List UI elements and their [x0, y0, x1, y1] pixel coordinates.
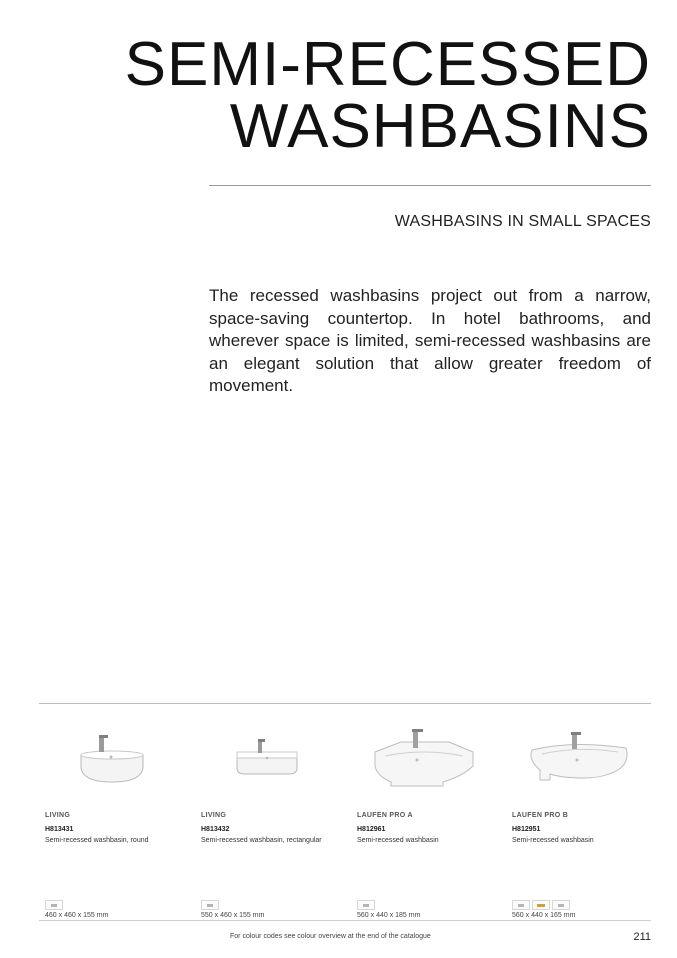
product-dimensions: 460 x 460 x 155 mm — [45, 912, 109, 919]
colour-swatch-white — [357, 900, 375, 910]
product-image — [357, 718, 507, 798]
product-dimensions: 560 x 440 x 185 mm — [357, 912, 421, 919]
product-description: Semi-recessed washbasin, round — [45, 837, 149, 844]
product-code: H812951 — [512, 826, 541, 833]
colour-swatches — [45, 900, 63, 910]
product-dimensions: 550 x 460 x 155 mm — [201, 912, 265, 919]
product-description: Semi-recessed washbasin, rectangular — [201, 837, 322, 844]
product-card[interactable] — [357, 718, 507, 919]
product-code: H813431 — [45, 826, 74, 833]
colour-swatch-accessory — [532, 900, 550, 910]
section-subtitle: WASHBASINS IN SMALL SPACES — [394, 213, 651, 230]
title-line-2: WASHBASINS — [229, 92, 651, 161]
colour-swatch-white — [512, 900, 530, 910]
product-card[interactable] — [45, 718, 195, 919]
product-dimensions: 560 x 440 x 165 mm — [512, 912, 576, 919]
products-divider — [39, 703, 651, 704]
product-image — [45, 718, 195, 798]
product-series: LIVING — [45, 812, 71, 819]
colour-swatch-white — [552, 900, 570, 910]
product-code: H813432 — [201, 826, 230, 833]
title-line-1: SEMI-RECESSED — [124, 30, 651, 99]
product-card[interactable] — [201, 718, 351, 919]
product-card[interactable] — [512, 718, 662, 919]
colour-swatches — [512, 900, 570, 910]
product-description: Semi-recessed washbasin — [357, 837, 439, 844]
header-divider — [209, 185, 651, 186]
footer-note: For colour codes see colour overview at the end of the catalogue — [230, 933, 431, 940]
product-series: LAUFEN PRO A — [357, 812, 413, 819]
product-series: LAUFEN PRO B — [512, 812, 569, 819]
product-series: LIVING — [201, 812, 227, 819]
colour-swatch-white — [201, 900, 219, 910]
page-number: 211 — [633, 931, 651, 943]
page-title — [124, 30, 651, 161]
product-image — [201, 718, 351, 798]
footer-divider — [39, 920, 651, 921]
intro-paragraph: The recessed washbasins project out from a narrow, space-saving countertop. In hotel bathrooms, and wherever space is limited, semi-recessed washbasins are an elegant solution that allow greater freedom of movement. — [209, 286, 651, 395]
product-code: H812961 — [357, 826, 386, 833]
colour-swatch-white — [45, 900, 63, 910]
product-image — [512, 718, 662, 798]
product-description: Semi-recessed washbasin — [512, 837, 594, 844]
colour-swatches — [201, 900, 219, 910]
colour-swatches — [357, 900, 375, 910]
